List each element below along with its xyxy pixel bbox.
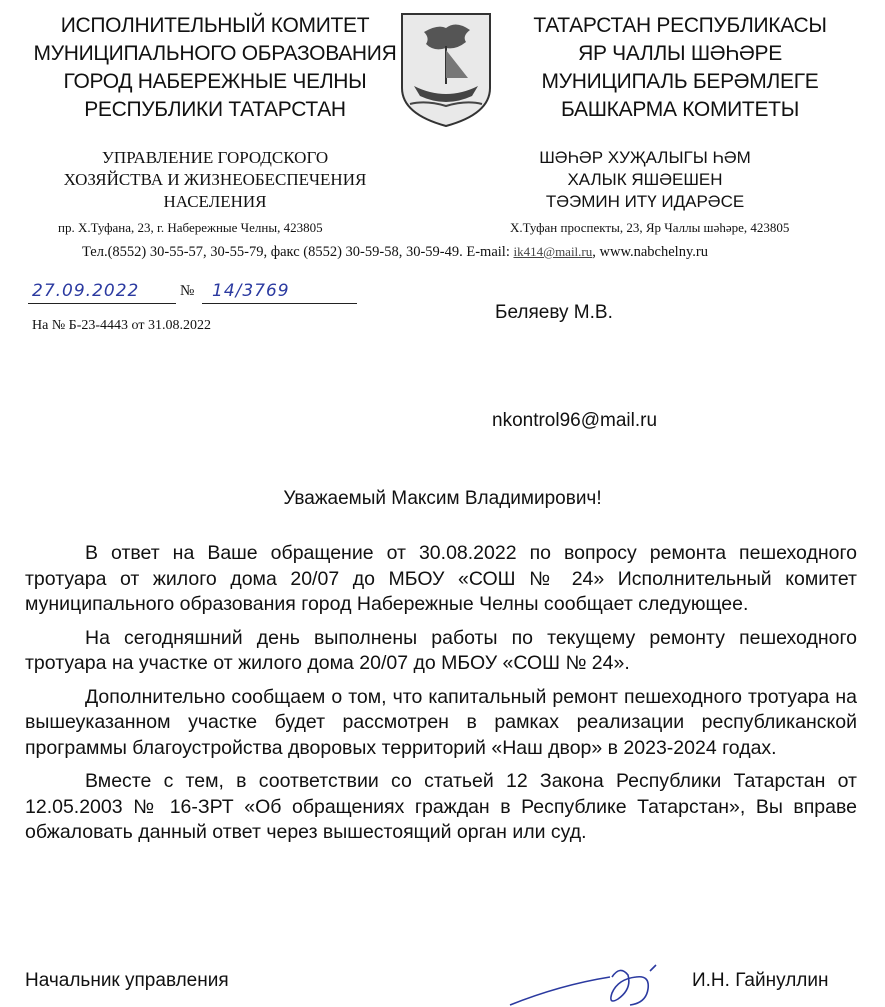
- department-left-line: УПРАВЛЕНИЕ ГОРОДСКОГО: [101, 148, 329, 167]
- department-left-line: НАСЕЛЕНИЯ: [163, 192, 267, 211]
- letter-paragraph: Дополнительно сообщаем о том, что капитальный ремонт пешеходного тротуара на вышеуказанном участке будет рассмотрен в рамках реализации республиканской программы благоустройства дворовых территорий «Наш двор» в 2023-2024 годах.: [25, 685, 857, 759]
- date-underline: [28, 303, 176, 304]
- letter-body: [25, 541, 857, 854]
- contacts-suffix: , www.nabchelny.ru: [592, 244, 708, 260]
- department-right-line: ХАЛЫК ЯШӘЕШЕН: [567, 170, 723, 189]
- signer-position: Начальник управления: [25, 970, 229, 991]
- header-right-line: БАШКАРМА КОМИТЕТЫ: [561, 98, 799, 121]
- letter-paragraph: Вместе с тем, в соответствии со статьей 12 Закона Республики Татарстан от 12.05.2003 № 16-ЗРТ «Об обращениях граждан в Республике Татарстан», Вы вправе обжаловать данный ответ через вышестоящий орган или суд.: [25, 770, 857, 843]
- city-emblem-icon: [396, 10, 496, 130]
- header-left-line: МУНИЦИПАЛЬНОГО ОБРАЗОВАНИЯ: [33, 42, 397, 65]
- handwritten-signature-icon: [500, 955, 680, 1007]
- department-right-line: ШӘҺӘР ХУҖАЛЫГЫ ҺӘМ: [539, 148, 751, 167]
- contacts-line: [82, 244, 708, 261]
- header-left-line: РЕСПУБЛИКИ ТАТАРСТАН: [84, 98, 346, 121]
- header-right-line: ТАТАРСТАН РЕСПУБЛИКАСЫ: [533, 14, 827, 37]
- header-right-line: ЯР ЧАЛЛЫ ШӘҺӘРЕ: [578, 42, 782, 65]
- reference-line: На № Б-23-4443 от 31.08.2022: [32, 318, 211, 333]
- registration-date: 27.09.2022: [32, 281, 140, 301]
- department-left-block: [40, 147, 390, 213]
- department-right-line: ТӘЭМИН ИТҮ ИДАРӘСЕ: [545, 192, 745, 211]
- address-left: пр. Х.Туфана, 23, г. Набережные Челны, 423805: [58, 220, 323, 235]
- header-right-block: [505, 12, 855, 124]
- registration-number: 14/3769: [212, 281, 290, 301]
- letter-paragraph: На сегодняшний день выполнены работы по текущему ремонту пешеходного тротуара на участке от жилого дома 20/07 до МБОУ «СОШ № 24».: [25, 626, 857, 674]
- address-right: Х.Туфан проспекты, 23, Яр Чаллы шәһәре, 423805: [510, 220, 790, 235]
- header-right-line: МУНИЦИПАЛЬ БЕРӘМЛЕГЕ: [541, 70, 819, 93]
- header-left-line: ИСПОЛНИТЕЛЬНЫЙ КОМИТЕТ: [60, 14, 370, 37]
- signer-name: И.Н. Гайнуллин: [692, 970, 829, 991]
- department-left-line: ХОЗЯЙСТВА И ЖИЗНЕОБЕСПЕЧЕНИЯ: [63, 170, 367, 189]
- header-left-block: [20, 12, 410, 124]
- greeting: Уважаемый Максим Владимирович!: [283, 488, 602, 509]
- letter-paragraph: В ответ на Ваше обращение от 30.08.2022 по вопросу ремонта пешеходного тротуара от жилого дома 20/07 до МБОУ «СОШ № 24» Исполнительный комитет муниципального образования город Набережные Челны сообщает следующее.: [25, 542, 857, 615]
- contacts-prefix: Тел.(8552) 30-55-57, 30-55-79, факс (8552) 30-59-58, 30-59-49. E-mail:: [82, 244, 514, 260]
- number-underline: [202, 303, 357, 304]
- contacts-email-link[interactable]: ik414@mail.ru: [513, 244, 593, 259]
- recipient-email: nkontrol96@mail.ru: [492, 410, 658, 431]
- header-left-line: ГОРОД НАБЕРЕЖНЫЕ ЧЕЛНЫ: [63, 70, 367, 93]
- department-right-block: [500, 147, 790, 213]
- registration-number-label: №: [180, 283, 195, 299]
- recipient-name: Беляеву М.В.: [495, 302, 613, 323]
